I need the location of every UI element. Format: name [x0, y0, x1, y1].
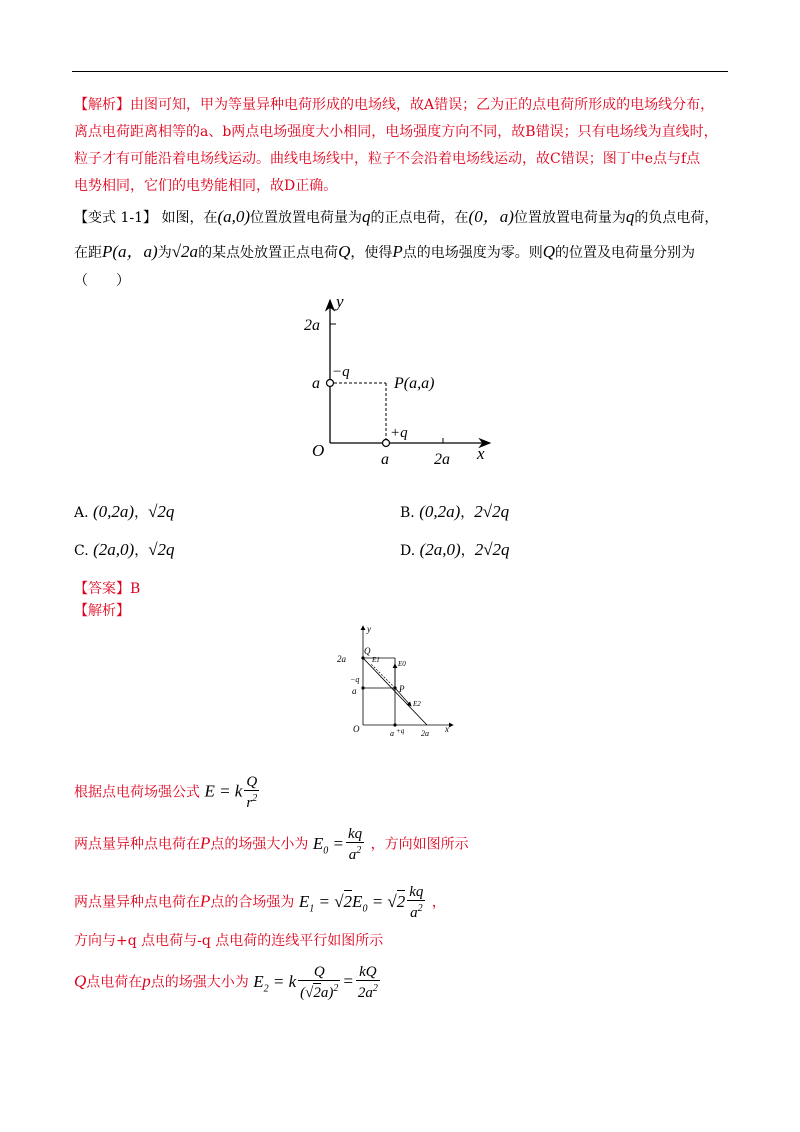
- positive-charge-label: +q: [390, 425, 408, 441]
- fig2-x-a: a: [390, 729, 394, 738]
- solution-text: 两点量异种点电荷在: [74, 894, 200, 911]
- fig2-x-2a: 2a: [421, 729, 429, 738]
- solution-text: 点电荷在: [86, 974, 143, 991]
- fig2-y-label: y: [367, 624, 371, 634]
- solution-line-2: 两点量异种点电荷在P点的场强大小为 $E_0$ = $\frac{kq}{a^2}$ ，方向如图所示: [74, 826, 469, 863]
- solution-charge: Q: [74, 971, 87, 991]
- problem-text: 如图，在: [161, 210, 218, 226]
- option-charge: √2q: [148, 502, 175, 521]
- option-separator: ，: [134, 543, 149, 559]
- answer-blank: （ ）: [74, 273, 130, 289]
- solution-text: 点的合场强为: [210, 894, 295, 911]
- distance-root2a: √2a: [171, 242, 199, 261]
- solution-line-1: 根据点电荷场强公式 E = k $\frac{Q}{r^2}$: [74, 774, 258, 811]
- option-letter: C.: [74, 543, 89, 559]
- fig2-tick-2a: 2a: [337, 654, 346, 664]
- problem-text: ，使得: [350, 245, 393, 261]
- option-coord: (2a,0): [419, 540, 461, 559]
- solution-text: ，: [431, 894, 446, 911]
- option-b[interactable]: [400, 502, 509, 522]
- fig2-e0-label: E0: [398, 660, 406, 668]
- negative-charge-label: −q: [332, 364, 350, 380]
- option-letter: B.: [400, 505, 415, 521]
- negative-charge-dot: [327, 380, 334, 387]
- problem-statement: [74, 200, 730, 298]
- option-a[interactable]: [74, 502, 174, 522]
- charge-big-q: Q: [338, 242, 351, 261]
- positive-charge-dot: [383, 440, 390, 447]
- option-d[interactable]: [400, 540, 510, 560]
- problem-text: 位置放置电荷量为: [513, 210, 626, 226]
- answer-value: B: [130, 581, 141, 597]
- fig2-e2-label: E2: [413, 700, 421, 708]
- solution-point: p: [142, 971, 151, 991]
- problem-text: 点的电场强度为零。则: [402, 245, 543, 261]
- solution-point: P: [200, 833, 211, 853]
- solution-text: ，方向如图所示: [370, 836, 469, 853]
- solution-line-4: 方向与+q 点电荷与-q 点电荷的连线平行如图所示: [74, 933, 384, 949]
- option-separator: ，: [460, 505, 475, 521]
- fig2-x-label: x: [445, 724, 449, 734]
- problem-text: 的位置及电荷量分别为: [555, 245, 696, 261]
- analysis-line-1: 由图可知，甲为等量异种电荷形成的电场线，故A错误；乙为正的点电荷所形成的电场线分布，: [130, 97, 715, 113]
- y-axis-label: y: [336, 292, 344, 311]
- figure-field-diagram: [335, 622, 460, 742]
- option-letter: A.: [74, 505, 89, 521]
- point-p: P: [392, 242, 403, 261]
- solution-text: 两点量异种点电荷在: [74, 836, 200, 853]
- option-coord: (0,2a): [419, 502, 461, 521]
- option-charge: 2√2q: [474, 502, 510, 521]
- header-rule: [72, 71, 728, 72]
- figure-coordinate-diagram: [300, 292, 510, 472]
- point-p-label: P(a,a): [394, 375, 435, 392]
- analysis-line-3: 粒子才有可能沿着电场线运动。曲线电场线中，粒子不会沿着电场线运动，故C错误；图丁中e点与f点: [74, 151, 701, 167]
- fig2-e1-label: E1: [372, 656, 380, 664]
- option-separator: ，: [460, 543, 475, 559]
- option-letter: D.: [400, 543, 416, 559]
- x-tick-2a: 2a: [434, 451, 450, 468]
- problem-text: 的正点电荷，在: [370, 210, 469, 226]
- option-c[interactable]: [74, 540, 175, 560]
- option-separator: ，: [134, 505, 149, 521]
- charge-q: q: [625, 207, 635, 226]
- solution-line-3: 两点量异种点电荷在P点的合场强为 $E_1 = √2E_0 = √2$ $\frac{kq}{a^2}$ ，: [74, 884, 446, 921]
- solution-tag: 【解析】: [74, 603, 130, 619]
- previous-analysis: [74, 92, 730, 200]
- fig2-tick-a: a: [352, 686, 357, 696]
- analysis-line-4: 电势相同，它们的电势能相同，故D正确。: [74, 178, 338, 194]
- analysis-tag: 【解析】: [74, 97, 130, 113]
- option-coord: (0,2a): [93, 502, 135, 521]
- charge-q: q: [362, 207, 371, 226]
- problem-text: 的负点电荷，: [634, 210, 719, 226]
- solution-point: P: [200, 891, 211, 911]
- problem-text: 在距: [74, 245, 102, 261]
- solution-text: 点的场强大小为: [210, 836, 309, 853]
- fig2-pos-q: +q: [396, 727, 405, 735]
- solution-text: 根据点电荷场强公式: [74, 784, 200, 801]
- fig2-p-label: P: [399, 684, 405, 694]
- problem-text: 位置放置电荷量为: [250, 210, 363, 226]
- option-charge: √2q: [148, 540, 175, 559]
- x-axis-label: x: [477, 444, 485, 463]
- problem-text: 的某点处放置正点电荷: [198, 245, 339, 261]
- solution-line-5: Q点电荷在p点的场强大小为 $E_2 = k$ $\frac{Q}{(√2a)^2}$ = $\frac{kQ}{2a^2}$: [74, 964, 378, 1001]
- solution-text: 点的场强大小为: [150, 974, 249, 991]
- option-charge: 2√2q: [474, 540, 510, 559]
- problem-text: 为: [157, 245, 172, 261]
- coord-negative-charge: (0，a): [468, 207, 514, 226]
- y-tick-2a: 2a: [304, 317, 320, 334]
- origin-label: O: [312, 441, 325, 460]
- point-p-coord: P(a，a): [102, 242, 158, 261]
- option-coord: (2a,0): [93, 540, 135, 559]
- analysis-line-2: 离点电荷距离相等的a、b两点电场强度大小相同，电场强度方向不同，故B错误；只有电场线为直线时，: [74, 124, 718, 140]
- x-tick-a: a: [381, 451, 389, 468]
- fig2-q-label: Q: [364, 646, 371, 656]
- answer-tag: 【答案】: [74, 581, 130, 597]
- fig2-neg-q: −q: [350, 675, 360, 684]
- fig2-origin: O: [353, 724, 360, 734]
- charge-big-q: Q: [542, 242, 556, 261]
- y-tick-a: a: [312, 375, 320, 392]
- coord-positive-charge: (a,0): [217, 207, 251, 226]
- problem-tag: 【变式 1-1】: [74, 210, 157, 226]
